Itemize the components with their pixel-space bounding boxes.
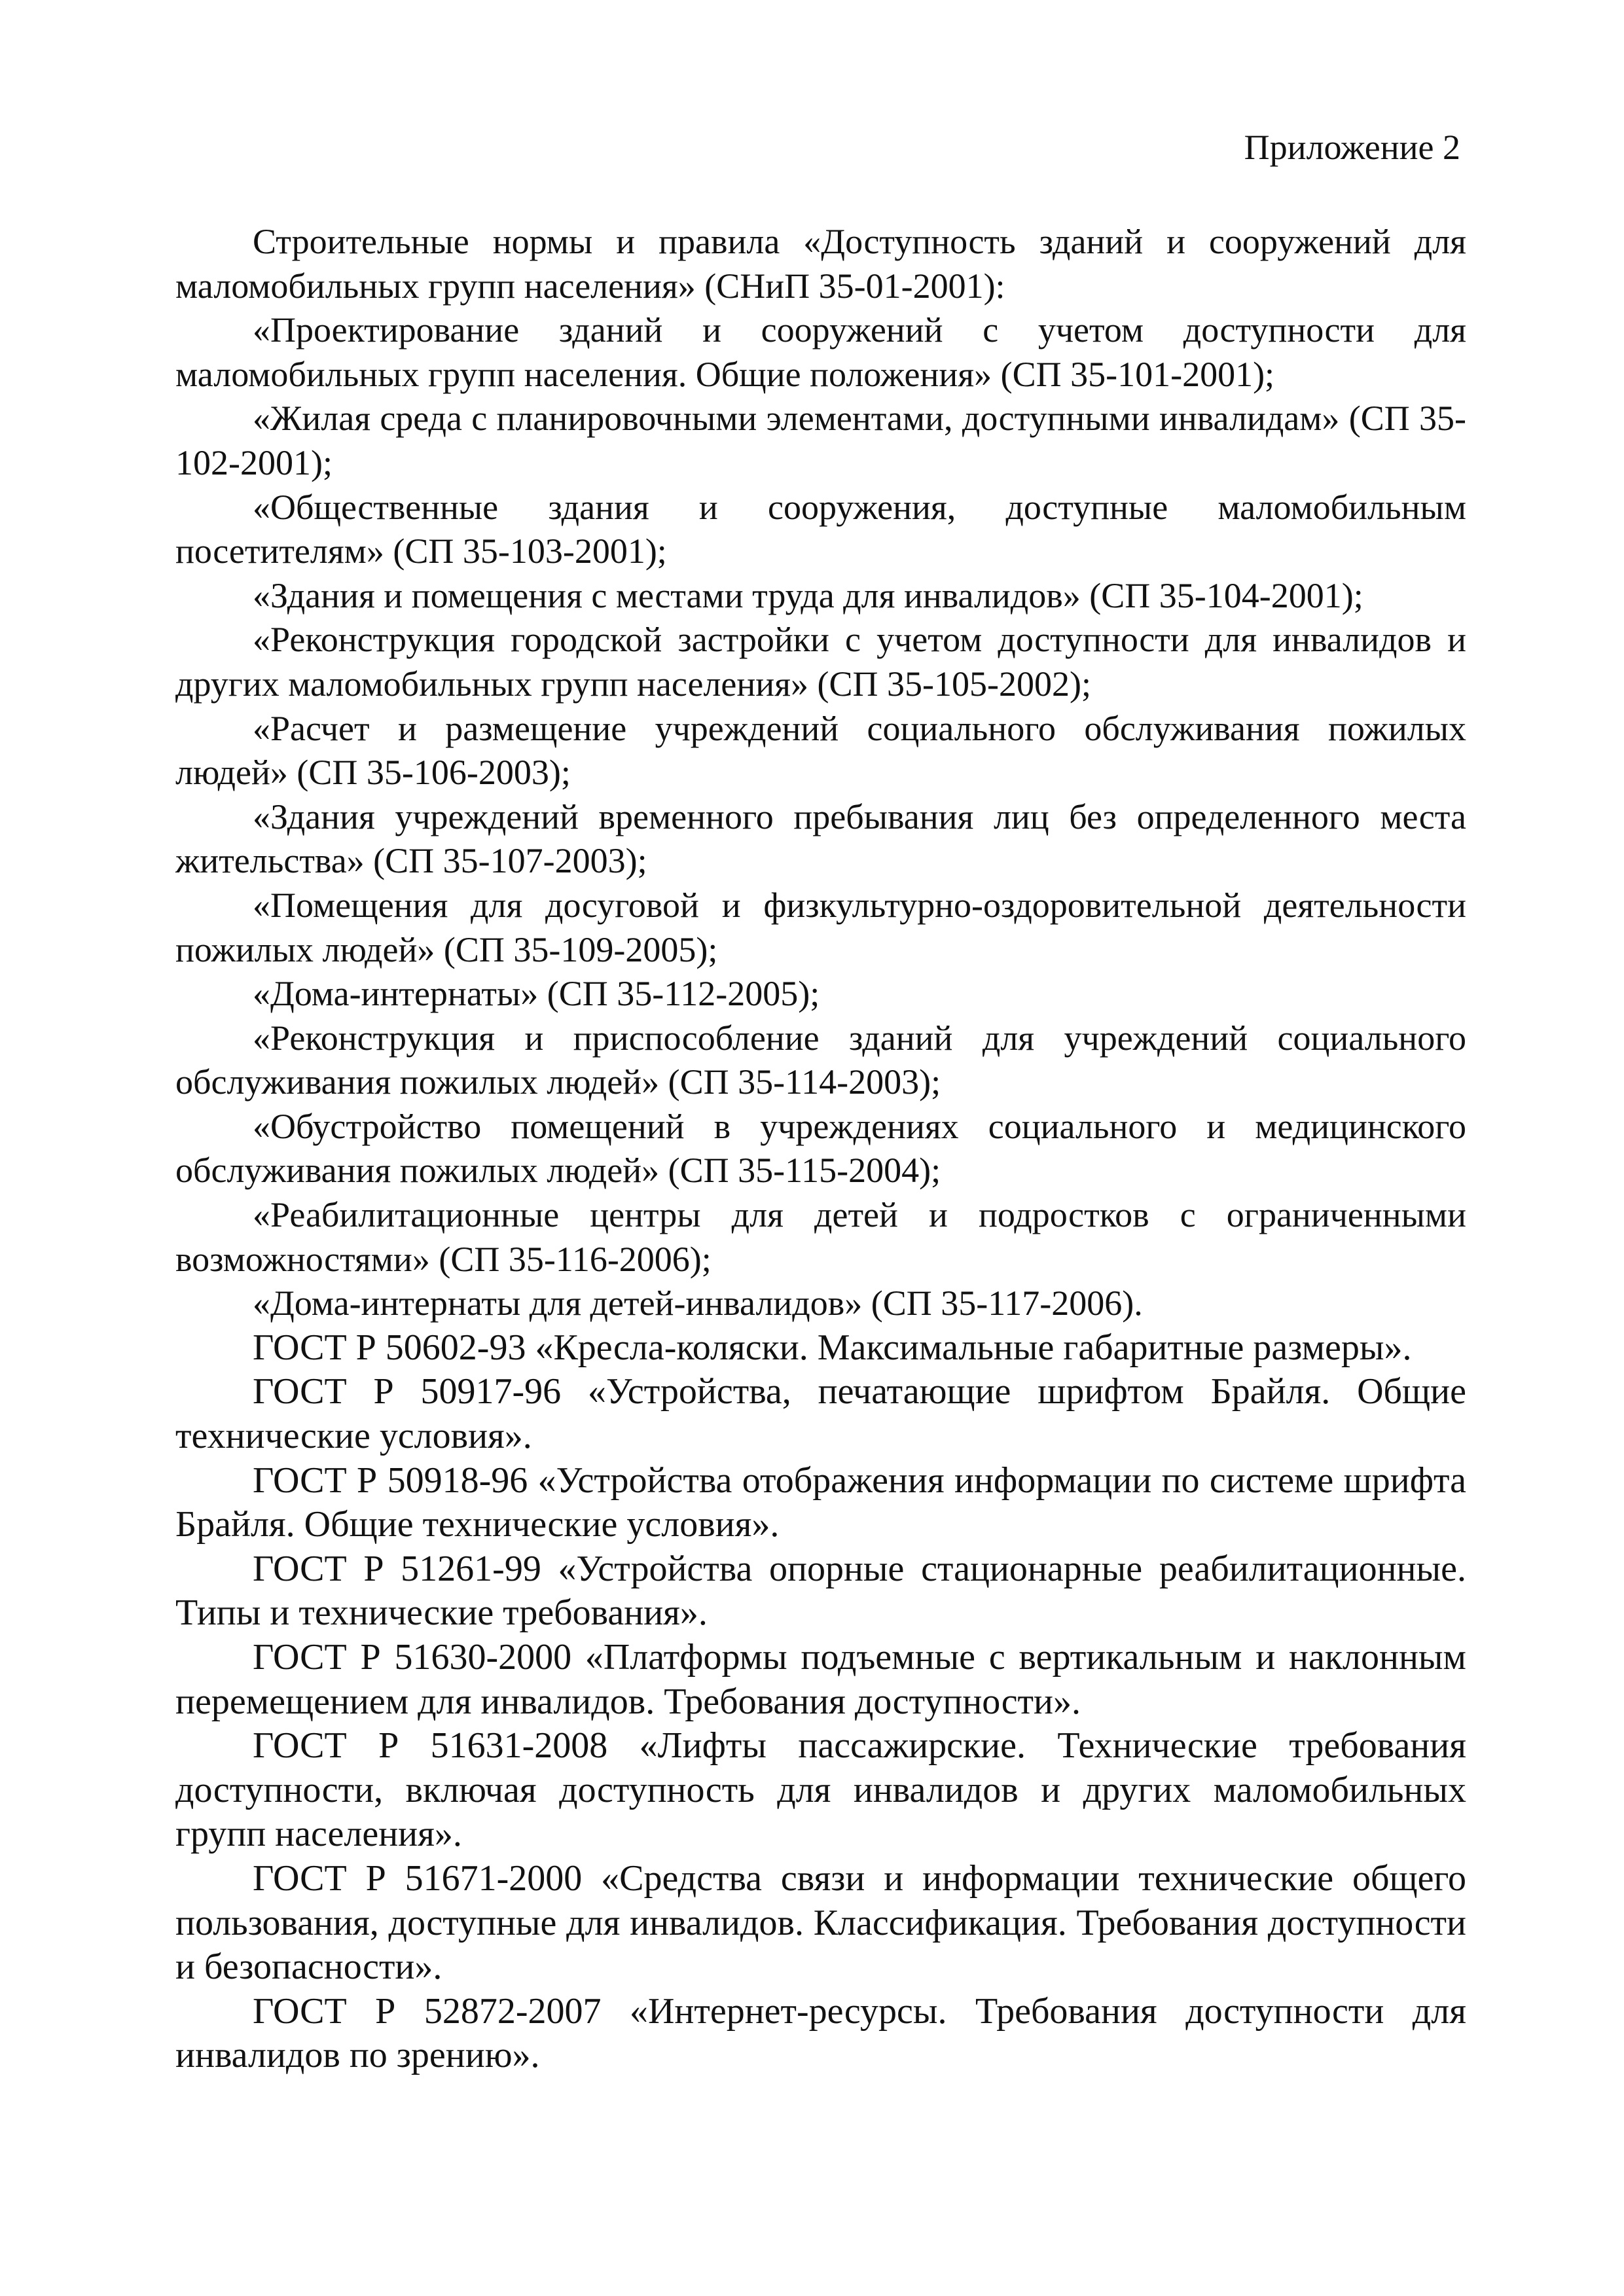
paragraph-sp-35-106: «Расчет и размещение учреждений социального обслуживания пожилых людей» (СП 35-106-2003); [175,708,1466,793]
paragraph-gost-50918: ГОСТ Р 50918-96 «Устройства отображения информации по системе шрифта Брайля. Общие технические условия». [175,1460,1466,1545]
paragraph-sp-35-112: «Дома-интернаты» (СП 35-112-2005); [253,974,820,1014]
paragraph-sp-35-107: «Здания учреждений временного пребывания лиц без определенного места жительства» (СП 35-107-2003); [175,797,1466,881]
paragraph-sp-35-116: «Реабилитационные центры для детей и подростков с ограниченными возможностями» (СП 35-116-2006); [175,1195,1466,1279]
paragraph-sp-35-101: «Проектирование зданий и сооружений с учетом доступности для маломобильных групп населения. Общие положения» (СП 35-101-2001); [175,310,1466,394]
paragraph-sp-35-104: «Здания и помещения с местами труда для инвалидов» (СП 35-104-2001); [253,575,1363,615]
appendix-label: Приложение 2 [1244,128,1460,167]
paragraph-gost-51671: ГОСТ Р 51671-2000 «Средства связи и информации технические общего пользования, доступные для инвалидов. Классификация. Требования доступности и безопасности». [175,1857,1466,1988]
paragraph-sp-35-117: «Дома-интернаты для детей-инвалидов» (СП 35-117-2006). [253,1283,1143,1323]
paragraph-sp-35-105: «Реконструкция городской застройки с учетом доступности для инвалидов и других маломобильных групп населения» (СП 35-105-2002); [175,620,1466,704]
paragraph-gost-51631: ГОСТ Р 51631-2008 «Лифты пассажирские. Технические требования доступности, включая доступность для инвалидов и других маломобильных групп населения». [175,1725,1466,1855]
paragraph-gost-51261: ГОСТ Р 51261-99 «Устройства опорные стационарные реабилитационные. Типы и технические требования». [175,1548,1466,1634]
document-body [175,220,1466,2078]
paragraph-sp-35-115: «Обустройство помещений в учреждениях социального и медицинского обслуживания пожилых людей» (СП 35-115-2004); [175,1106,1466,1191]
paragraph-sp-35-109: «Помещения для досуговой и физкультурно-оздоровительной деятельности пожилых людей» (СП 35-109-2005); [175,885,1466,969]
paragraph-gost-52872: ГОСТ Р 52872-2007 «Интернет-ресурсы. Требования доступности для инвалидов по зрению». [175,1990,1466,2076]
paragraph-gost-51630: ГОСТ Р 51630-2000 «Платформы подъемные с вертикальным и наклонным перемещением для инвалидов. Требования доступности». [175,1637,1466,1722]
paragraph-sp-35-114: «Реконструкция и приспособление зданий для учреждений социального обслуживания пожилых людей» (СП 35-114-2003); [175,1018,1466,1102]
paragraph-sp-35-103: «Общественные здания и сооружения, доступные маломобильным посетителям» (СП 35-103-2001); [175,487,1466,571]
paragraph-sp-35-102: «Жилая среда с планировочными элементами, доступными инвалидам» (СП 35-102-2001); [175,399,1466,482]
paragraph-gost-50602: ГОСТ Р 50602-93 «Кресла-коляски. Максимальные габаритные размеры». [253,1327,1412,1368]
paragraph-gost-50917: ГОСТ Р 50917-96 «Устройства, печатающие шрифтом Брайля. Общие технические условия». [175,1371,1466,1457]
paragraph-snip-35-01: Строительные нормы и правила «Доступность зданий и сооружений для маломобильных групп населения» (СНиП 35-01-2001): [175,222,1466,306]
